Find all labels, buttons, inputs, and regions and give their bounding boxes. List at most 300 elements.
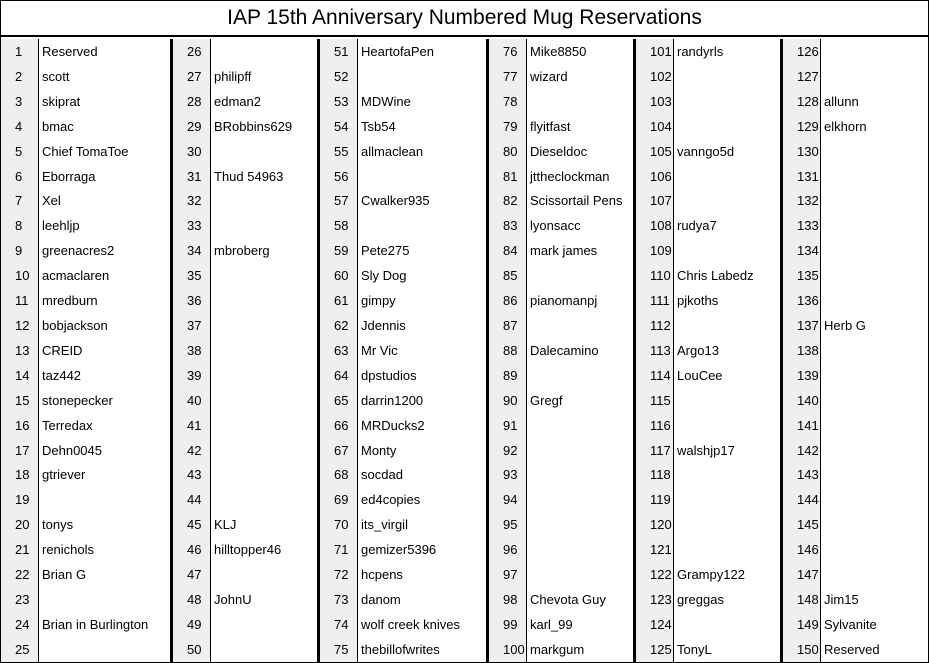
reservation-name-cell[interactable]: Mike8850	[530, 44, 587, 59]
reservation-name-cell[interactable]: philipff	[214, 68, 252, 84]
reservation-name-cell[interactable]: wizard	[530, 68, 568, 84]
reservation-name-cell[interactable]	[821, 413, 928, 438]
reservation-name-cell[interactable]: flyitfast	[530, 118, 571, 134]
mug-number-cell[interactable]: 72	[334, 567, 349, 583]
mug-number-cell[interactable]: 96	[503, 542, 518, 558]
reservation-name-cell[interactable]: vanngo5d	[677, 143, 735, 159]
mug-number-cell[interactable]: 100	[503, 641, 525, 657]
mug-number-cell[interactable]: 60	[334, 268, 349, 284]
mug-number-cell[interactable]: 94	[503, 492, 518, 508]
mug-number-cell[interactable]: 22	[15, 567, 30, 583]
reservation-name-cell[interactable]	[821, 263, 928, 288]
reservation-name-cell[interactable]: Herb G	[824, 317, 866, 333]
reservation-name-cell[interactable]: bobjackson	[42, 317, 108, 333]
mug-number-cell[interactable]: 1	[15, 44, 23, 59]
reservation-name-cell[interactable]: mark james	[530, 243, 598, 259]
reservation-name-cell[interactable]	[674, 238, 780, 263]
reservation-name-cell[interactable]: Gregf	[530, 392, 563, 408]
mug-number-cell[interactable]: 39	[187, 367, 202, 383]
reservation-name-cell[interactable]: Sylvanite	[824, 616, 877, 632]
reservation-name-cell[interactable]: Dehn0045	[42, 442, 102, 458]
mug-number-cell[interactable]: 48	[187, 591, 202, 607]
reservation-name-cell[interactable]: allmaclean	[361, 143, 424, 159]
mug-number-cell[interactable]: 41	[187, 417, 202, 433]
mug-number-cell[interactable]: 80	[503, 143, 518, 159]
mug-number-cell[interactable]: 44	[187, 492, 202, 508]
reservation-name-cell[interactable]: MRDucks2	[361, 417, 425, 433]
reservation-name-cell[interactable]: randyrls	[677, 44, 724, 59]
mug-number-cell[interactable]: 113	[650, 342, 671, 358]
reservation-name-cell[interactable]: allunn	[824, 93, 859, 109]
reservation-name-cell[interactable]: Chevota Guy	[530, 591, 606, 607]
mug-number-cell[interactable]: 144	[797, 492, 819, 508]
mug-number-cell[interactable]: 98	[503, 591, 518, 607]
mug-number-cell[interactable]: 14	[15, 367, 30, 383]
mug-number-cell[interactable]: 24	[15, 616, 30, 632]
mug-number-cell[interactable]: 127	[797, 68, 819, 84]
reservation-name-cell[interactable]	[527, 363, 633, 388]
reservation-name-cell[interactable]: dpstudios	[361, 367, 417, 383]
mug-number-cell[interactable]: 121	[650, 542, 672, 558]
reservation-name-cell[interactable]: wolf creek knives	[361, 616, 460, 632]
reservation-name-cell[interactable]: Grampy122	[677, 567, 745, 583]
mug-number-cell[interactable]: 16	[15, 417, 30, 433]
reservation-name-cell[interactable]: gemizer5396	[361, 542, 437, 558]
reservation-name-cell[interactable]	[211, 438, 317, 463]
reservation-name-cell[interactable]: Jim15	[824, 591, 859, 607]
mug-number-cell[interactable]: 106	[650, 168, 672, 184]
mug-number-cell[interactable]: 128	[797, 93, 819, 109]
mug-number-cell[interactable]: 6	[15, 168, 23, 184]
mug-number-cell[interactable]: 130	[797, 143, 819, 159]
reservation-name-cell[interactable]	[211, 188, 317, 213]
reservation-name-cell[interactable]	[674, 188, 780, 213]
reservation-name-cell[interactable]	[211, 487, 317, 512]
reservation-name-cell[interactable]: mbroberg	[214, 243, 270, 259]
reservation-name-cell[interactable]: CREID	[42, 342, 83, 358]
mug-number-cell[interactable]: 11	[15, 293, 29, 309]
mug-number-cell[interactable]: 148	[797, 591, 819, 607]
mug-number-cell[interactable]: 75	[334, 641, 349, 657]
reservation-name-cell[interactable]	[39, 487, 170, 512]
mug-number-cell[interactable]: 54	[334, 118, 349, 134]
mug-number-cell[interactable]: 31	[187, 168, 202, 184]
mug-number-cell[interactable]: 5	[15, 143, 23, 159]
reservation-name-cell[interactable]: MDWine	[361, 93, 411, 109]
mug-number-cell[interactable]: 20	[15, 517, 30, 533]
reservation-name-cell[interactable]	[674, 313, 780, 338]
mug-number-cell[interactable]: 142	[797, 442, 819, 458]
reservation-name-cell[interactable]: Brian in Burlington	[42, 616, 149, 632]
mug-number-cell[interactable]: 116	[650, 417, 671, 433]
reservation-name-cell[interactable]: taz442	[42, 367, 82, 383]
mug-number-cell[interactable]: 57	[334, 193, 349, 209]
reservation-name-cell[interactable]	[211, 338, 317, 363]
mug-number-cell[interactable]: 2	[15, 68, 23, 84]
mug-number-cell[interactable]: 89	[503, 367, 518, 383]
mug-number-cell[interactable]: 114	[650, 367, 671, 383]
mug-number-cell[interactable]: 27	[187, 68, 202, 84]
mug-number-cell[interactable]: 58	[334, 218, 349, 234]
mug-number-cell[interactable]: 139	[797, 367, 819, 383]
mug-number-cell[interactable]: 112	[650, 317, 671, 333]
reservation-name-cell[interactable]	[821, 213, 928, 238]
mug-number-cell[interactable]: 78	[503, 93, 518, 109]
mug-number-cell[interactable]: 61	[334, 293, 349, 309]
reservation-name-cell[interactable]	[211, 562, 317, 587]
reservation-name-cell[interactable]: renichols	[42, 542, 95, 558]
mug-number-cell[interactable]: 138	[797, 342, 819, 358]
reservation-name-cell[interactable]	[527, 537, 633, 562]
reservation-name-cell[interactable]	[674, 612, 780, 637]
reservation-name-cell[interactable]	[39, 587, 170, 612]
reservation-name-cell[interactable]: BRobbins629	[214, 118, 293, 134]
mug-number-cell[interactable]: 140	[797, 392, 819, 408]
mug-number-cell[interactable]: 33	[187, 218, 202, 234]
mug-number-cell[interactable]: 105	[650, 143, 672, 159]
reservation-name-cell[interactable]: greenacres2	[42, 243, 115, 259]
reservation-name-cell[interactable]	[527, 413, 633, 438]
mug-number-cell[interactable]: 63	[334, 342, 349, 358]
mug-number-cell[interactable]: 76	[503, 44, 518, 59]
mug-number-cell[interactable]: 124	[650, 616, 672, 632]
reservation-name-cell[interactable]	[674, 462, 780, 487]
mug-number-cell[interactable]: 119	[650, 492, 671, 508]
mug-number-cell[interactable]: 141	[797, 417, 819, 433]
reservation-name-cell[interactable]: hilltopper46	[214, 542, 282, 558]
reservation-name-cell[interactable]: hcpens	[361, 567, 403, 583]
reservation-name-cell[interactable]: Pete275	[361, 243, 410, 259]
reservation-name-cell[interactable]	[821, 438, 928, 463]
reservation-name-cell[interactable]: Chief TomaToe	[42, 143, 129, 159]
mug-number-cell[interactable]: 126	[797, 44, 819, 59]
reservation-name-cell[interactable]	[211, 213, 317, 238]
mug-number-cell[interactable]: 120	[650, 517, 672, 533]
mug-number-cell[interactable]: 99	[503, 616, 518, 632]
mug-number-cell[interactable]: 7	[15, 193, 23, 209]
reservation-name-cell[interactable]: Eborraga	[42, 168, 96, 184]
mug-number-cell[interactable]: 81	[503, 168, 518, 184]
reservation-name-cell[interactable]: Sly Dog	[361, 268, 407, 284]
mug-number-cell[interactable]: 47	[187, 567, 202, 583]
mug-number-cell[interactable]: 101	[650, 44, 672, 59]
reservation-name-cell[interactable]	[674, 487, 780, 512]
reservation-name-cell[interactable]: KLJ	[214, 517, 237, 533]
reservation-name-cell[interactable]: Xel	[42, 193, 61, 209]
mug-number-cell[interactable]: 147	[797, 567, 819, 583]
reservation-name-cell[interactable]: edman2	[214, 93, 261, 109]
mug-number-cell[interactable]: 18	[15, 467, 30, 483]
reservation-name-cell[interactable]	[674, 89, 780, 114]
reservation-name-cell[interactable]: skiprat	[42, 93, 81, 109]
reservation-name-cell[interactable]: greggas	[677, 591, 724, 607]
mug-number-cell[interactable]: 40	[187, 392, 202, 408]
reservation-name-cell[interactable]	[821, 238, 928, 263]
mug-number-cell[interactable]: 149	[797, 616, 819, 632]
mug-number-cell[interactable]: 53	[334, 93, 349, 109]
reservation-name-cell[interactable]: gtriever	[42, 467, 86, 483]
reservation-name-cell[interactable]	[527, 263, 633, 288]
mug-number-cell[interactable]: 21	[15, 542, 30, 558]
mug-number-cell[interactable]: 10	[15, 268, 30, 284]
mug-number-cell[interactable]: 74	[334, 616, 349, 632]
mug-number-cell[interactable]: 90	[503, 392, 518, 408]
mug-number-cell[interactable]: 103	[650, 93, 672, 109]
mug-number-cell[interactable]: 122	[650, 567, 672, 583]
reservation-name-cell[interactable]	[674, 413, 780, 438]
reservation-name-cell[interactable]	[211, 637, 317, 662]
mug-number-cell[interactable]: 134	[797, 243, 819, 259]
reservation-name-cell[interactable]: Reserved	[42, 44, 98, 59]
mug-number-cell[interactable]: 32	[187, 193, 202, 209]
mug-number-cell[interactable]: 26	[187, 44, 202, 59]
reservation-name-cell[interactable]: Mr Vic	[361, 342, 398, 358]
mug-number-cell[interactable]: 123	[650, 591, 672, 607]
reservation-name-cell[interactable]: thebillofwrites	[361, 641, 440, 657]
mug-number-cell[interactable]: 111	[650, 293, 670, 309]
reservation-name-cell[interactable]	[211, 139, 317, 164]
mug-number-cell[interactable]: 83	[503, 218, 518, 234]
reservation-name-cell[interactable]: scott	[42, 68, 70, 84]
reservation-name-cell[interactable]: karl_99	[530, 616, 573, 632]
reservation-name-cell[interactable]: darrin1200	[361, 392, 424, 408]
mug-number-cell[interactable]: 143	[797, 467, 819, 483]
mug-number-cell[interactable]: 85	[503, 268, 518, 284]
reservation-name-cell[interactable]: Monty	[361, 442, 397, 458]
mug-number-cell[interactable]: 4	[15, 118, 23, 134]
reservation-name-cell[interactable]: Reserved	[824, 641, 880, 657]
reservation-name-cell[interactable]: TonyL	[677, 641, 712, 657]
mug-number-cell[interactable]: 67	[334, 442, 349, 458]
reservation-name-cell[interactable]: Thud 54963	[214, 168, 284, 184]
reservation-name-cell[interactable]: acmaclaren	[42, 268, 110, 284]
mug-number-cell[interactable]: 62	[334, 317, 349, 333]
mug-number-cell[interactable]: 125	[650, 641, 672, 657]
reservation-name-cell[interactable]	[821, 462, 928, 487]
mug-number-cell[interactable]: 50	[187, 641, 202, 657]
reservation-name-cell[interactable]: pianomanpj	[530, 293, 598, 309]
reservation-name-cell[interactable]: markgum	[530, 641, 585, 657]
reservation-name-cell[interactable]	[358, 213, 486, 238]
mug-number-cell[interactable]: 9	[15, 243, 23, 259]
reservation-name-cell[interactable]: Cwalker935	[361, 193, 430, 209]
reservation-name-cell[interactable]	[211, 313, 317, 338]
reservation-name-cell[interactable]	[527, 512, 633, 537]
reservation-name-cell[interactable]	[527, 562, 633, 587]
reservation-name-cell[interactable]	[39, 637, 170, 662]
reservation-name-cell[interactable]: rudya7	[677, 218, 717, 234]
mug-number-cell[interactable]: 30	[187, 143, 202, 159]
mug-number-cell[interactable]: 70	[334, 517, 349, 533]
reservation-name-cell[interactable]: socdad	[361, 467, 403, 483]
mug-number-cell[interactable]: 43	[187, 467, 202, 483]
mug-number-cell[interactable]: 97	[503, 567, 518, 583]
mug-number-cell[interactable]: 91	[503, 417, 518, 433]
mug-number-cell[interactable]: 131	[797, 168, 819, 184]
mug-number-cell[interactable]: 49	[187, 616, 202, 632]
reservation-name-cell[interactable]	[211, 388, 317, 413]
reservation-name-cell[interactable]	[211, 413, 317, 438]
reservation-name-cell[interactable]: JohnU	[214, 591, 252, 607]
mug-number-cell[interactable]: 36	[187, 293, 202, 309]
reservation-name-cell[interactable]	[527, 462, 633, 487]
reservation-name-cell[interactable]	[821, 164, 928, 189]
mug-number-cell[interactable]: 13	[15, 342, 30, 358]
mug-number-cell[interactable]: 87	[503, 317, 518, 333]
reservation-name-cell[interactable]: pjkoths	[677, 293, 719, 309]
reservation-name-cell[interactable]	[527, 89, 633, 114]
reservation-name-cell[interactable]	[674, 64, 780, 89]
reservation-name-cell[interactable]: lyonsacc	[530, 218, 581, 234]
mug-number-cell[interactable]: 73	[334, 591, 349, 607]
reservation-name-cell[interactable]	[674, 512, 780, 537]
mug-number-cell[interactable]: 107	[650, 193, 672, 209]
mug-number-cell[interactable]: 109	[650, 243, 672, 259]
mug-number-cell[interactable]: 136	[797, 293, 819, 309]
mug-number-cell[interactable]: 55	[334, 143, 349, 159]
reservation-name-cell[interactable]: LouCee	[677, 367, 723, 383]
reservation-name-cell[interactable]: mredburn	[42, 293, 98, 309]
reservation-name-cell[interactable]	[358, 64, 486, 89]
mug-number-cell[interactable]: 108	[650, 218, 672, 234]
mug-number-cell[interactable]: 86	[503, 293, 518, 309]
mug-number-cell[interactable]: 93	[503, 467, 518, 483]
mug-number-cell[interactable]: 28	[187, 93, 202, 109]
reservation-name-cell[interactable]	[211, 363, 317, 388]
reservation-name-cell[interactable]: tonys	[42, 517, 74, 533]
reservation-name-cell[interactable]	[821, 562, 928, 587]
reservation-name-cell[interactable]	[674, 537, 780, 562]
reservation-name-cell[interactable]	[211, 263, 317, 288]
reservation-name-cell[interactable]	[821, 363, 928, 388]
mug-number-cell[interactable]: 59	[334, 243, 349, 259]
mug-number-cell[interactable]: 146	[797, 542, 819, 558]
mug-number-cell[interactable]: 66	[334, 417, 349, 433]
mug-number-cell[interactable]: 132	[797, 193, 819, 209]
reservation-name-cell[interactable]	[821, 338, 928, 363]
reservation-name-cell[interactable]	[821, 288, 928, 313]
mug-number-cell[interactable]: 84	[503, 243, 518, 259]
reservation-name-cell[interactable]	[358, 164, 486, 189]
mug-number-cell[interactable]: 51	[334, 44, 349, 59]
reservation-name-cell[interactable]: Argo13	[677, 342, 719, 358]
reservation-name-cell[interactable]: walshjp17	[677, 442, 735, 458]
mug-number-cell[interactable]: 8	[15, 218, 23, 234]
reservation-name-cell[interactable]: ed4copies	[361, 492, 421, 508]
reservation-name-cell[interactable]: bmac	[42, 118, 74, 134]
mug-number-cell[interactable]: 79	[503, 118, 518, 134]
mug-number-cell[interactable]: 150	[797, 641, 819, 657]
mug-number-cell[interactable]: 37	[187, 317, 202, 333]
mug-number-cell[interactable]: 69	[334, 492, 349, 508]
mug-number-cell[interactable]: 82	[503, 193, 518, 209]
reservation-name-cell[interactable]: stonepecker	[42, 392, 113, 408]
reservation-name-cell[interactable]: danom	[361, 591, 401, 607]
mug-number-cell[interactable]: 34	[187, 243, 202, 259]
mug-number-cell[interactable]: 115	[650, 392, 671, 408]
mug-number-cell[interactable]: 118	[650, 467, 671, 483]
reservation-name-cell[interactable]	[821, 188, 928, 213]
mug-number-cell[interactable]: 77	[503, 68, 518, 84]
mug-number-cell[interactable]: 110	[650, 268, 671, 284]
mug-number-cell[interactable]: 17	[15, 442, 30, 458]
mug-number-cell[interactable]: 145	[797, 517, 819, 533]
reservation-name-cell[interactable]	[211, 39, 317, 64]
reservation-name-cell[interactable]: elkhorn	[824, 118, 867, 134]
reservation-name-cell[interactable]: Dalecamino	[530, 342, 599, 358]
mug-number-cell[interactable]: 35	[187, 268, 202, 284]
reservation-name-cell[interactable]: Brian G	[42, 567, 87, 583]
mug-number-cell[interactable]: 46	[187, 542, 202, 558]
reservation-name-cell[interactable]	[821, 64, 928, 89]
mug-number-cell[interactable]: 88	[503, 342, 518, 358]
mug-number-cell[interactable]: 12	[15, 317, 30, 333]
reservation-name-cell[interactable]	[211, 462, 317, 487]
mug-number-cell[interactable]: 104	[650, 118, 672, 134]
mug-number-cell[interactable]: 135	[797, 268, 819, 284]
reservation-name-cell[interactable]: Terredax	[42, 417, 93, 433]
reservation-name-cell[interactable]	[527, 438, 633, 463]
reservation-name-cell[interactable]	[821, 39, 928, 64]
reservation-name-cell[interactable]	[821, 139, 928, 164]
mug-number-cell[interactable]: 56	[334, 168, 349, 184]
reservation-name-cell[interactable]: Dieseldoc	[530, 143, 588, 159]
mug-number-cell[interactable]: 64	[334, 367, 349, 383]
mug-number-cell[interactable]: 38	[187, 342, 202, 358]
reservation-name-cell[interactable]	[211, 612, 317, 637]
reservation-name-cell[interactable]: gimpy	[361, 293, 396, 309]
reservation-name-cell[interactable]: its_virgil	[361, 517, 408, 533]
reservation-name-cell[interactable]: Jdennis	[361, 317, 406, 333]
reservation-name-cell[interactable]: HeartofaPen	[361, 44, 434, 59]
reservation-name-cell[interactable]	[821, 487, 928, 512]
reservation-name-cell[interactable]	[674, 114, 780, 139]
mug-number-cell[interactable]: 117	[650, 442, 671, 458]
mug-number-cell[interactable]: 102	[650, 68, 672, 84]
mug-number-cell[interactable]: 68	[334, 467, 349, 483]
reservation-name-cell[interactable]	[674, 164, 780, 189]
reservation-name-cell[interactable]	[527, 313, 633, 338]
reservation-name-cell[interactable]: Chris Labedz	[677, 268, 754, 284]
mug-number-cell[interactable]: 65	[334, 392, 349, 408]
mug-number-cell[interactable]: 29	[187, 118, 202, 134]
mug-number-cell[interactable]: 23	[15, 591, 30, 607]
reservation-name-cell[interactable]	[527, 487, 633, 512]
mug-number-cell[interactable]: 133	[797, 218, 819, 234]
reservation-name-cell[interactable]	[821, 388, 928, 413]
reservation-name-cell[interactable]: Tsb54	[361, 118, 396, 134]
reservation-name-cell[interactable]	[821, 512, 928, 537]
reservation-name-cell[interactable]	[821, 537, 928, 562]
reservation-name-cell[interactable]: leehljp	[42, 218, 80, 234]
mug-number-cell[interactable]: 92	[503, 442, 518, 458]
mug-number-cell[interactable]: 71	[334, 542, 349, 558]
mug-number-cell[interactable]: 42	[187, 442, 202, 458]
reservation-name-cell[interactable]: Scissortail Pens	[530, 193, 623, 209]
mug-number-cell[interactable]: 137	[797, 317, 819, 333]
mug-number-cell[interactable]: 3	[15, 93, 23, 109]
reservation-name-cell[interactable]: jttheclockman	[530, 168, 610, 184]
mug-number-cell[interactable]: 129	[797, 118, 819, 134]
mug-number-cell[interactable]: 45	[187, 517, 202, 533]
mug-number-cell[interactable]: 52	[334, 68, 349, 84]
mug-number-cell[interactable]: 15	[15, 392, 30, 408]
mug-number-cell[interactable]: 19	[15, 492, 30, 508]
mug-number-cell[interactable]: 95	[503, 517, 518, 533]
mug-number-cell[interactable]: 25	[15, 641, 30, 657]
reservation-name-cell[interactable]	[674, 388, 780, 413]
reservation-name-cell[interactable]	[211, 288, 317, 313]
